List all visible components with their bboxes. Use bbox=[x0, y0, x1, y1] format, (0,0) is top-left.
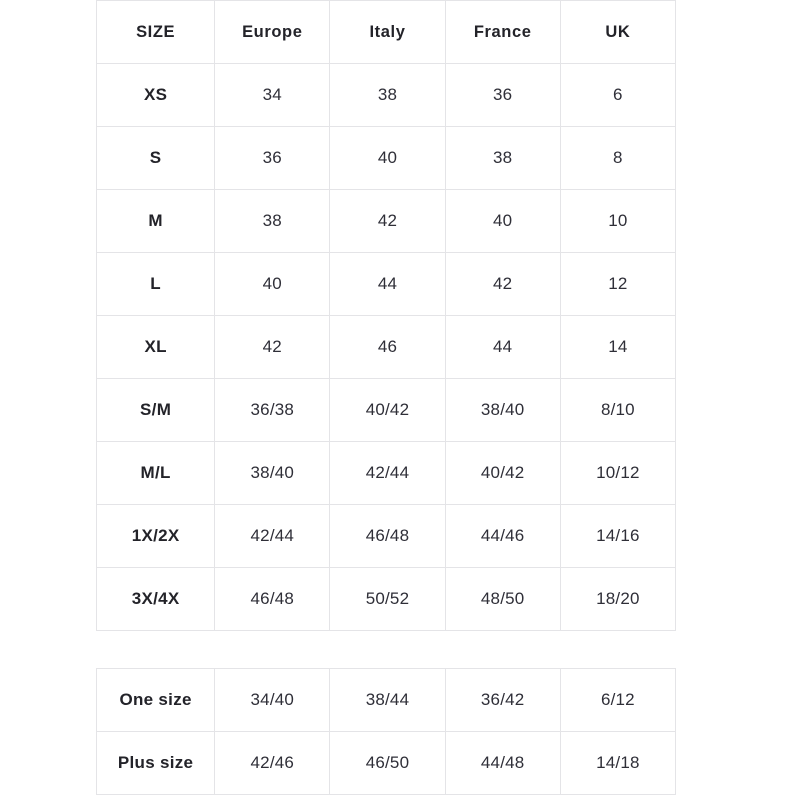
cell-italy: 42 bbox=[330, 190, 445, 253]
cell-uk: 10/12 bbox=[560, 442, 675, 505]
size-tables-container bbox=[96, 0, 676, 795]
table-row bbox=[97, 669, 676, 732]
column-header-france: France bbox=[445, 1, 560, 64]
table-header-row-group bbox=[97, 1, 676, 64]
column-header-uk: UK bbox=[560, 1, 675, 64]
cell-italy: 40 bbox=[330, 127, 445, 190]
table-row bbox=[97, 316, 676, 379]
cell-uk: 6 bbox=[560, 64, 675, 127]
column-header-italy: Italy bbox=[330, 1, 445, 64]
cell-uk: 14 bbox=[560, 316, 675, 379]
cell-europe: 36 bbox=[215, 127, 330, 190]
cell-europe: 38 bbox=[215, 190, 330, 253]
cell-europe: 46/48 bbox=[215, 568, 330, 631]
cell-europe: 42 bbox=[215, 316, 330, 379]
row-label: M/L bbox=[97, 442, 215, 505]
cell-uk: 14/16 bbox=[560, 505, 675, 568]
table-header-row bbox=[97, 1, 676, 64]
cell-france: 38 bbox=[445, 127, 560, 190]
cell-italy: 40/42 bbox=[330, 379, 445, 442]
cell-europe: 38/40 bbox=[215, 442, 330, 505]
row-label: XL bbox=[97, 316, 215, 379]
table-row bbox=[97, 190, 676, 253]
cell-france: 38/40 bbox=[445, 379, 560, 442]
table-body bbox=[97, 64, 676, 631]
cell-france: 40 bbox=[445, 190, 560, 253]
cell-france: 42 bbox=[445, 253, 560, 316]
row-label: L bbox=[97, 253, 215, 316]
row-label: Plus size bbox=[97, 732, 215, 795]
table-row bbox=[97, 568, 676, 631]
cell-france: 44 bbox=[445, 316, 560, 379]
cell-france: 48/50 bbox=[445, 568, 560, 631]
cell-europe: 42/46 bbox=[215, 732, 330, 795]
cell-italy: 46 bbox=[330, 316, 445, 379]
cell-uk: 8 bbox=[560, 127, 675, 190]
table-body bbox=[97, 669, 676, 795]
cell-uk: 18/20 bbox=[560, 568, 675, 631]
cell-france: 40/42 bbox=[445, 442, 560, 505]
table-row bbox=[97, 732, 676, 795]
one-size-conversion-table bbox=[96, 668, 676, 795]
row-label: S/M bbox=[97, 379, 215, 442]
row-label: One size bbox=[97, 669, 215, 732]
cell-uk: 14/18 bbox=[560, 732, 675, 795]
cell-europe: 36/38 bbox=[215, 379, 330, 442]
cell-france: 36/42 bbox=[445, 669, 560, 732]
cell-italy: 50/52 bbox=[330, 568, 445, 631]
cell-europe: 34/40 bbox=[215, 669, 330, 732]
table-spacer bbox=[96, 631, 676, 668]
table-row bbox=[97, 379, 676, 442]
cell-france: 44/46 bbox=[445, 505, 560, 568]
row-label: XS bbox=[97, 64, 215, 127]
cell-france: 36 bbox=[445, 64, 560, 127]
column-header-size: SIZE bbox=[97, 1, 215, 64]
cell-france: 44/48 bbox=[445, 732, 560, 795]
table-row bbox=[97, 64, 676, 127]
table-row bbox=[97, 442, 676, 505]
cell-italy: 44 bbox=[330, 253, 445, 316]
cell-uk: 6/12 bbox=[560, 669, 675, 732]
cell-italy: 46/48 bbox=[330, 505, 445, 568]
row-label: 3X/4X bbox=[97, 568, 215, 631]
size-conversion-table bbox=[96, 0, 676, 631]
table-row bbox=[97, 127, 676, 190]
table-row bbox=[97, 505, 676, 568]
row-label: 1X/2X bbox=[97, 505, 215, 568]
row-label: M bbox=[97, 190, 215, 253]
cell-italy: 42/44 bbox=[330, 442, 445, 505]
table-row bbox=[97, 253, 676, 316]
cell-europe: 40 bbox=[215, 253, 330, 316]
cell-uk: 10 bbox=[560, 190, 675, 253]
column-header-europe: Europe bbox=[215, 1, 330, 64]
cell-uk: 8/10 bbox=[560, 379, 675, 442]
cell-europe: 42/44 bbox=[215, 505, 330, 568]
cell-europe: 34 bbox=[215, 64, 330, 127]
row-label: S bbox=[97, 127, 215, 190]
cell-italy: 38/44 bbox=[330, 669, 445, 732]
cell-italy: 46/50 bbox=[330, 732, 445, 795]
cell-italy: 38 bbox=[330, 64, 445, 127]
cell-uk: 12 bbox=[560, 253, 675, 316]
